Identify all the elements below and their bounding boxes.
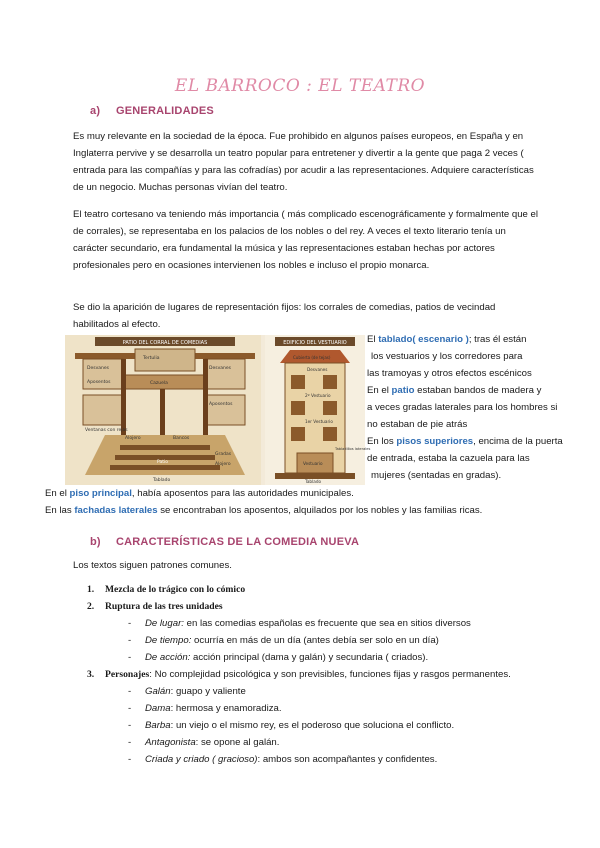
- side-line-8: de entrada, estaba la cazuela para las: [367, 453, 530, 464]
- term-pisos-superiores: pisos superiores: [396, 436, 474, 447]
- sub-term: Galán: [145, 686, 171, 697]
- section-b-intro: [73, 557, 543, 574]
- corral-illustration: [65, 335, 371, 485]
- side-l1-pre: El: [367, 334, 379, 345]
- left-gallery-mid: [83, 395, 123, 425]
- term-piso-principal: piso principal: [69, 488, 132, 499]
- section-b-heading: [90, 536, 359, 548]
- dash: -: [128, 635, 132, 646]
- list-item-2-label: Ruptura de las tres unidades: [105, 601, 223, 612]
- paragraph-3: [73, 299, 543, 333]
- window-3: [291, 401, 305, 415]
- window-4: [323, 401, 337, 415]
- label-desvanes-2: Desvanes: [209, 366, 231, 371]
- label-alojero-1: Alojero: [125, 436, 141, 441]
- label-cubierta: Cubierta (de tejas): [293, 355, 331, 360]
- paragraph-2: [73, 206, 543, 274]
- sub-item-dama: [73, 700, 583, 717]
- section-b-mark: b): [90, 536, 101, 548]
- bench-row-3: [110, 465, 220, 470]
- figure-caption-text: [367, 331, 592, 484]
- principal-post: , había aposentos para las autoridades municipales.: [131, 488, 354, 499]
- dash: -: [128, 737, 132, 748]
- paragraph-2-text: El teatro cortesano va teniendo más importancia ( más complicado escenográficamente y formalmente que el de corrales), se representaba en los palacios de los nobles o del rey. A veces el texto literario tenía un carácter secundario, era fundamental la música y las representaciones estaban hechas por actores profesionales pero en ocasiones intervienen los nobles e incluso el propio monarca.: [73, 209, 538, 271]
- label-bancos: Bancos: [173, 436, 190, 441]
- label-desvanes-1: Desvanes: [87, 366, 109, 371]
- sub-text: en las comedias españolas es frecuente que sea en sitios diversos: [183, 618, 471, 629]
- sub-item-criados: [73, 751, 583, 768]
- sub-text: : se opone al galán.: [195, 737, 280, 748]
- dash: -: [128, 686, 132, 697]
- window-6: [323, 427, 337, 441]
- list-item-2: [73, 598, 583, 615]
- side-line-2: los vestuarios y los corredores para: [371, 351, 523, 362]
- sub-term: De lugar:: [145, 618, 184, 629]
- side-line-4: [367, 382, 592, 399]
- sub-term: De acción:: [145, 652, 191, 663]
- principal-pre: En el: [45, 488, 70, 499]
- sub-item-accion: [73, 649, 583, 666]
- side-l4-pre: En el: [367, 385, 392, 396]
- sub-text: ocurría en más de un día (antes debía ser solo en un día): [191, 635, 439, 646]
- dash: -: [128, 618, 132, 629]
- sub-term: De tiempo:: [145, 635, 192, 646]
- sub-text: : guapo y valiente: [170, 686, 246, 697]
- sub-item-galan: [73, 683, 583, 700]
- side-l7-post: , encima de la puerta: [473, 436, 563, 447]
- sub-text: : un viejo o el mismo rey, es el poderoso que soluciona el conflicto.: [170, 720, 455, 731]
- label-tablado: Tablado: [153, 478, 171, 483]
- list-item-1-number: 1.: [87, 584, 95, 595]
- side-line-9: mujeres (sentadas en gradas).: [371, 470, 502, 481]
- side-line-7: [367, 433, 592, 450]
- fachadas-post: se encontraban los aposentos, alquilados por los nobles y las familias ricas.: [157, 505, 483, 516]
- label-vestuario-r: Vestuario: [303, 461, 323, 466]
- line-fachadas-laterales: [45, 502, 482, 519]
- page-title: EL BARROCO : EL TEATRO: [174, 76, 426, 96]
- label-desvanes-r: Desvanes: [307, 367, 328, 372]
- paragraph-3-text: Se dio la aparición de lugares de representación fijos: los corrales de comedias, patios de vecindad habilitados al efecto.: [73, 302, 496, 330]
- sub-term: Antagonista: [145, 737, 196, 748]
- label-tertulia: Tertulia: [143, 356, 160, 361]
- sub-term: Criada y criado ( gracioso): [145, 754, 258, 765]
- bench-row-1: [120, 445, 210, 450]
- section-a-heading: [90, 105, 214, 117]
- paragraph-1-text: Es muy relevante en la sociedad de la época. Fue prohibido en algunos países europeos, en España y en Inglaterra pervive y se desarrolla un teatro popular para entretener y divertir a la gente que paga 2 veces ( entrada para las compañías y para las cofradías) por acudir a las representaciones. Adquiere características de un negocio. Muchas personas vivían del teatro.: [73, 131, 534, 193]
- term-tablado: tablado( escenario ): [378, 334, 469, 345]
- term-patio: patio: [391, 385, 415, 396]
- side-line-1: [367, 331, 592, 348]
- dash: -: [128, 652, 132, 663]
- sub-item-barba: [73, 717, 583, 734]
- list-item-3-label: Personajes: [105, 669, 150, 680]
- list-item-3: [73, 666, 583, 683]
- side-line-3: las tramoyas y otros efectos escénicos: [367, 368, 532, 379]
- label-gradas: Gradas: [215, 452, 232, 457]
- sub-item-antagonista: [73, 734, 583, 751]
- dash: -: [128, 754, 132, 765]
- sub-item-tiempo: [73, 632, 583, 649]
- corral-drawing: [65, 335, 371, 485]
- right-panel-title: EDIFICIO DEL VESTUARIO: [283, 340, 347, 346]
- label-cazuela: Cazuela: [150, 381, 168, 386]
- dash: -: [128, 703, 132, 714]
- right-gallery-top: [205, 359, 245, 389]
- section-b-intro-text: Los textos siguen patrones comunes.: [73, 560, 232, 571]
- label-tablado-r: Tablado: [305, 479, 322, 484]
- line-piso-principal: [45, 485, 354, 502]
- right-gallery-mid: [205, 395, 245, 425]
- label-aposentos-2: Aposentos: [209, 402, 233, 407]
- sub-term: Barba: [145, 720, 171, 731]
- label-2-vestuario: 2º Vestuario: [305, 393, 331, 398]
- label-aposentos-1: Aposentos: [87, 380, 111, 385]
- sub-text: : hermosa y enamoradiza.: [170, 703, 282, 714]
- list-item-2-number: 2.: [87, 601, 95, 612]
- label-tabladillos: Tabladillos laterales: [335, 447, 371, 451]
- label-patio: Patio: [157, 460, 169, 465]
- side-line-5: a veces gradas laterales para los hombres si: [367, 402, 558, 413]
- side-l1-post: ; tras él están: [468, 334, 527, 345]
- side-l7-pre: En los: [367, 436, 397, 447]
- sub-text: acción principal (dama y galán) y secundaria ( criados).: [190, 652, 429, 663]
- section-b-label: CARACTERÍSTICAS DE LA COMEDIA NUEVA: [116, 536, 360, 548]
- fachadas-pre: En las: [45, 505, 75, 516]
- characteristics-list: [73, 581, 583, 768]
- left-panel-title: PATIO DEL CORRAL DE COMEDIAS: [122, 340, 208, 346]
- label-1-vestuario: 1er Vestuario: [305, 419, 333, 424]
- sub-text: : ambos son acompañantes y confidentes.: [257, 754, 438, 765]
- side-l4-post: estaban bandos de madera y: [414, 385, 542, 396]
- list-item-1: [73, 581, 583, 598]
- sub-item-lugar: [73, 615, 583, 632]
- list-item-3-text: : No complejidad psicológica y son previsibles, funciones fijas y rasgos permanentes.: [149, 669, 511, 680]
- window-1: [291, 375, 305, 389]
- side-line-6: no estaban de pie atrás: [367, 419, 468, 430]
- sub-term: Dama: [145, 703, 171, 714]
- window-2: [323, 375, 337, 389]
- label-ventanas: Ventanas con rejas: [85, 428, 128, 433]
- list-item-3-number: 3.: [87, 669, 95, 680]
- label-alojero-2: Alojero: [215, 462, 231, 467]
- paragraph-1: [73, 128, 543, 196]
- section-a-label: GENERALIDADES: [116, 105, 214, 117]
- dash: -: [128, 720, 132, 731]
- section-a-mark: a): [90, 105, 101, 117]
- list-item-1-label: Mezcla de lo trágico con lo cómico: [105, 584, 246, 595]
- window-5: [291, 427, 305, 441]
- term-fachadas-laterales: fachadas laterales: [74, 505, 158, 516]
